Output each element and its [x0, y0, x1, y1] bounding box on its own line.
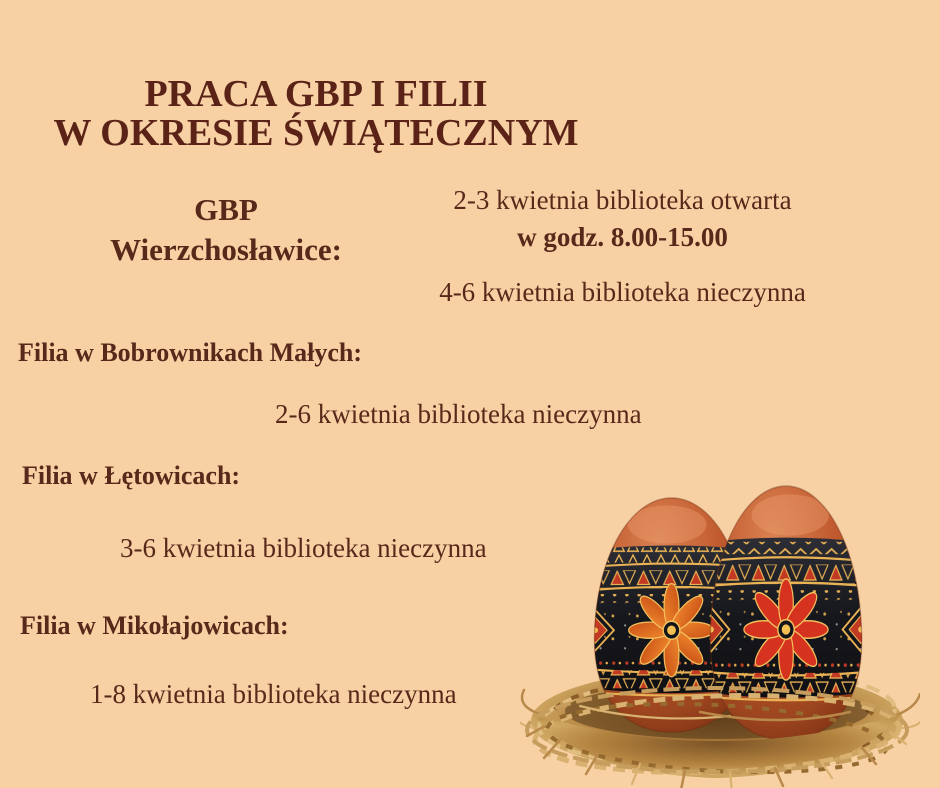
gbp-name-line-2: Wierzchosławice: — [110, 232, 342, 267]
gbp-open-hours: w godz. 8.00-15.00 — [517, 222, 728, 252]
branch-heading-mikolajowice: Filia w Mikołajowicach: — [20, 611, 289, 640]
gbp-library-name — [56, 190, 396, 270]
title-line-1: PRACA GBP I FILII — [144, 73, 488, 116]
gbp-name-line-1: GBP — [194, 192, 258, 227]
branch-closed-bobrowniki: 2-6 kwietnia biblioteka nieczynna — [275, 399, 642, 429]
page-title — [20, 75, 612, 153]
gbp-open-info: 2-3 kwietnia biblioteka otwarta — [453, 185, 792, 215]
branch-closed-mikolajowice: 1-8 kwietnia biblioteka nieczynna — [90, 679, 457, 709]
gbp-hours-block — [385, 182, 860, 311]
branch-closed-letowice: 3-6 kwietnia biblioteka nieczynna — [120, 533, 487, 563]
branch-heading-bobrowniki: Filia w Bobrownikach Małych: — [18, 338, 363, 367]
easter-eggs-illustration — [520, 478, 920, 788]
title-line-2: W OKRESIE ŚWIĄTECZNYM — [53, 112, 579, 155]
gbp-closed-info: 4-6 kwietnia biblioteka nieczynna — [439, 277, 806, 307]
branch-heading-letowice: Filia w Łętowicach: — [22, 461, 241, 490]
